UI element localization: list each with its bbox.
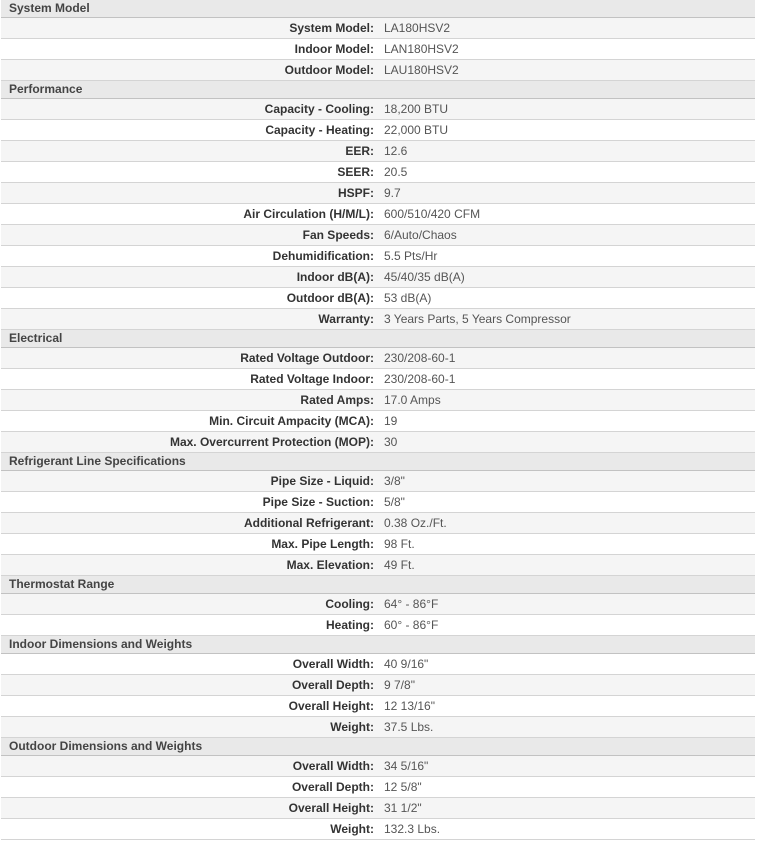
spec-row bbox=[1, 39, 755, 60]
spec-row bbox=[1, 183, 755, 204]
spec-row bbox=[1, 471, 755, 492]
spec-value: 12 5/8" bbox=[378, 777, 755, 798]
spec-value: 12.6 bbox=[378, 141, 755, 162]
spec-label: Weight: bbox=[1, 717, 378, 738]
spec-label: Pipe Size - Liquid: bbox=[1, 471, 378, 492]
spec-value: 17.0 Amps bbox=[378, 390, 755, 411]
spec-row bbox=[1, 390, 755, 411]
spec-value: 6/Auto/Chaos bbox=[378, 225, 755, 246]
spec-value: 49 Ft. bbox=[378, 555, 755, 576]
spec-label: Heating: bbox=[1, 615, 378, 636]
spec-row bbox=[1, 513, 755, 534]
spec-row bbox=[1, 615, 755, 636]
spec-value: LA180HSV2 bbox=[378, 18, 755, 39]
spec-label: Max. Pipe Length: bbox=[1, 534, 378, 555]
spec-label: Overall Depth: bbox=[1, 675, 378, 696]
spec-row bbox=[1, 141, 755, 162]
spec-value: 9.7 bbox=[378, 183, 755, 204]
spec-row bbox=[1, 696, 755, 717]
spec-row bbox=[1, 309, 755, 330]
spec-row bbox=[1, 819, 755, 840]
spec-value: 230/208-60-1 bbox=[378, 348, 755, 369]
spec-row bbox=[1, 246, 755, 267]
spec-label: Weight: bbox=[1, 819, 378, 840]
spec-value: 132.3 Lbs. bbox=[378, 819, 755, 840]
spec-label: Overall Width: bbox=[1, 756, 378, 777]
spec-row bbox=[1, 288, 755, 309]
spec-value: 12 13/16" bbox=[378, 696, 755, 717]
spec-row bbox=[1, 534, 755, 555]
spec-value: 9 7/8" bbox=[378, 675, 755, 696]
spec-row bbox=[1, 717, 755, 738]
spec-value: 600/510/420 CFM bbox=[378, 204, 755, 225]
spec-label: Fan Speeds: bbox=[1, 225, 378, 246]
section-row bbox=[1, 81, 755, 99]
spec-label: Overall Width: bbox=[1, 654, 378, 675]
spec-label: Capacity - Cooling: bbox=[1, 99, 378, 120]
section-header: Refrigerant Line Specifications bbox=[1, 453, 755, 471]
spec-row bbox=[1, 675, 755, 696]
spec-label: Additional Refrigerant: bbox=[1, 513, 378, 534]
spec-value: 98 Ft. bbox=[378, 534, 755, 555]
spec-label: Max. Elevation: bbox=[1, 555, 378, 576]
spec-value: 22,000 BTU bbox=[378, 120, 755, 141]
spec-row bbox=[1, 162, 755, 183]
spec-row bbox=[1, 18, 755, 39]
spec-row bbox=[1, 492, 755, 513]
spec-value: 64° - 86°F bbox=[378, 594, 755, 615]
spec-row bbox=[1, 777, 755, 798]
spec-row bbox=[1, 756, 755, 777]
spec-table-body bbox=[1, 0, 755, 840]
spec-row bbox=[1, 798, 755, 819]
spec-label: Cooling: bbox=[1, 594, 378, 615]
spec-row bbox=[1, 204, 755, 225]
spec-row bbox=[1, 348, 755, 369]
spec-label: Overall Height: bbox=[1, 696, 378, 717]
spec-label: SEER: bbox=[1, 162, 378, 183]
section-header: System Model bbox=[1, 0, 755, 18]
spec-label: Outdoor dB(A): bbox=[1, 288, 378, 309]
spec-value: 31 1/2" bbox=[378, 798, 755, 819]
spec-value: 45/40/35 dB(A) bbox=[378, 267, 755, 288]
spec-row bbox=[1, 432, 755, 453]
spec-label: System Model: bbox=[1, 18, 378, 39]
spec-label: Overall Height: bbox=[1, 798, 378, 819]
spec-label: Capacity - Heating: bbox=[1, 120, 378, 141]
spec-value: 34 5/16" bbox=[378, 756, 755, 777]
section-header: Electrical bbox=[1, 330, 755, 348]
spec-label: Pipe Size - Suction: bbox=[1, 492, 378, 513]
spec-value: 30 bbox=[378, 432, 755, 453]
spec-value: 60° - 86°F bbox=[378, 615, 755, 636]
spec-value: 3/8" bbox=[378, 471, 755, 492]
spec-label: Indoor dB(A): bbox=[1, 267, 378, 288]
section-header: Outdoor Dimensions and Weights bbox=[1, 738, 755, 756]
spec-label: Overall Depth: bbox=[1, 777, 378, 798]
spec-value: 53 dB(A) bbox=[378, 288, 755, 309]
spec-label: Outdoor Model: bbox=[1, 60, 378, 81]
spec-label: Air Circulation (H/M/L): bbox=[1, 204, 378, 225]
spec-row bbox=[1, 555, 755, 576]
spec-value: 18,200 BTU bbox=[378, 99, 755, 120]
spec-value: 5/8" bbox=[378, 492, 755, 513]
spec-value: 40 9/16" bbox=[378, 654, 755, 675]
spec-row bbox=[1, 267, 755, 288]
spec-value: 230/208-60-1 bbox=[378, 369, 755, 390]
spec-label: Dehumidification: bbox=[1, 246, 378, 267]
spec-table bbox=[1, 0, 755, 840]
spec-label: Warranty: bbox=[1, 309, 378, 330]
spec-value: 20.5 bbox=[378, 162, 755, 183]
spec-row bbox=[1, 225, 755, 246]
section-header: Performance bbox=[1, 81, 755, 99]
spec-label: Rated Voltage Outdoor: bbox=[1, 348, 378, 369]
spec-value: 5.5 Pts/Hr bbox=[378, 246, 755, 267]
spec-row bbox=[1, 369, 755, 390]
spec-value: 37.5 Lbs. bbox=[378, 717, 755, 738]
section-row bbox=[1, 636, 755, 654]
spec-label: Indoor Model: bbox=[1, 39, 378, 60]
section-row bbox=[1, 0, 755, 18]
section-header: Thermostat Range bbox=[1, 576, 755, 594]
spec-label: EER: bbox=[1, 141, 378, 162]
spec-value: 3 Years Parts, 5 Years Compressor bbox=[378, 309, 755, 330]
section-row bbox=[1, 738, 755, 756]
spec-value: 0.38 Oz./Ft. bbox=[378, 513, 755, 534]
spec-row bbox=[1, 411, 755, 432]
spec-value: LAU180HSV2 bbox=[378, 60, 755, 81]
spec-row bbox=[1, 60, 755, 81]
spec-label: Rated Voltage Indoor: bbox=[1, 369, 378, 390]
section-row bbox=[1, 453, 755, 471]
section-row bbox=[1, 330, 755, 348]
spec-row bbox=[1, 120, 755, 141]
spec-value: 19 bbox=[378, 411, 755, 432]
spec-label: Max. Overcurrent Protection (MOP): bbox=[1, 432, 378, 453]
spec-label: Rated Amps: bbox=[1, 390, 378, 411]
spec-label: Min. Circuit Ampacity (MCA): bbox=[1, 411, 378, 432]
spec-label: HSPF: bbox=[1, 183, 378, 204]
spec-value: LAN180HSV2 bbox=[378, 39, 755, 60]
section-row bbox=[1, 576, 755, 594]
spec-row bbox=[1, 654, 755, 675]
section-header: Indoor Dimensions and Weights bbox=[1, 636, 755, 654]
spec-row bbox=[1, 99, 755, 120]
spec-row bbox=[1, 594, 755, 615]
